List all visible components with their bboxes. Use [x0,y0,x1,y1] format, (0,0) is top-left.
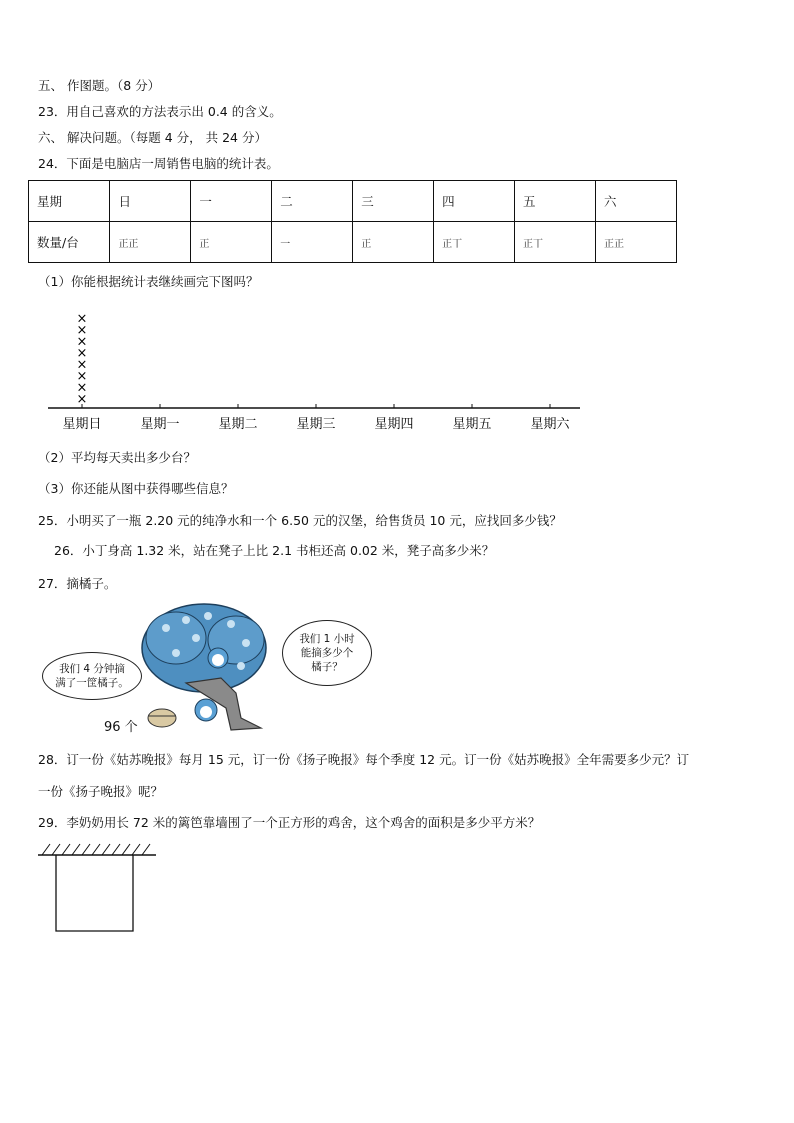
table-cell: 五 [515,181,596,222]
pictograph-chart [40,298,600,438]
speech-line: 满了一筐橘子。 [55,677,129,689]
pictograph-mark: × [76,392,88,407]
pictograph-mark: × [76,380,88,396]
x-tick-label: 星期六 [530,417,570,432]
speech-line: 我们 4 分钟摘 [59,663,125,675]
question-28-line1: 28．订一份《姑苏晚报》每月 15 元，订一份《扬子晚报》每个季度 12 元。订一份《姑苏晚报》全年需要多少元？订 [38,752,690,767]
question-28-line2: 一份《扬子晚报》呢？ [38,784,164,799]
pictograph-mark: × [76,334,88,350]
speech-bubble-right [282,620,372,686]
speech-bubble-left [42,652,142,700]
table-cell: 日 [110,181,191,222]
question-27: 27．摘橘子。 [38,576,117,591]
sub-question-1: （1）你能根据统计表继续画完下图吗？ [38,274,259,289]
table-row [29,222,677,263]
orange-count-label: 96 个 [104,720,138,735]
tally-cell: 正丅 [434,222,515,263]
table-cell: 数量/台 [29,222,110,263]
tally-cell: 正丅 [515,222,596,263]
tally-cell: 正 [191,222,272,263]
question-24: 24．下面是电脑店一周销售电脑的统计表。 [38,156,279,171]
section-solve-heading: 六、 解决问题。（每题 4 分， 共 24 分） [38,130,267,145]
tally-cell: 正正 [110,222,191,263]
question-25: 25．小明买了一瓶 2.20 元的纯净水和一个 6.50 元的汉堡，给售货员 10 元，应找回多少钱？ [38,513,562,528]
x-tick-label: 星期五 [452,417,492,432]
table-cell: 一 [191,181,272,222]
section-draw-heading: 五、 作图题。（8 分） [38,78,161,93]
question-26: 26．小丁身高 1.32 米，站在凳子上比 2.1 书柜还高 0.02 米，凳子高多少米？ [54,543,495,558]
pictograph-mark: × [76,346,88,361]
x-tick-label: 星期一 [140,417,180,432]
x-tick-label: 星期三 [296,417,336,432]
pictograph-mark: × [76,311,88,327]
table-cell: 六 [595,181,676,222]
x-tick-label: 星期四 [374,417,414,432]
x-tick-label: 星期日 [62,417,102,432]
table-cell: 四 [434,181,515,222]
table-cell: 二 [272,181,353,222]
pictograph-mark: × [76,357,88,373]
sales-table [28,180,677,263]
pictograph-mark: × [76,369,88,384]
tally-cell: 正 [353,222,434,263]
tally-cell: 正正 [595,222,676,263]
x-tick-label: 星期二 [218,417,258,432]
sub-question-2: （2）平均每天卖出多少台？ [38,450,196,465]
tally-cell: 一 [272,222,353,263]
speech-line: 能摘多少个 [300,647,354,659]
speech-line: 我们 1 小时 [299,633,355,645]
sub-question-3: （3）你还能从图中获得哪些信息？ [38,481,234,496]
pictograph-mark: × [76,323,88,338]
table-cell: 星期 [29,181,110,222]
question-29: 29．李奶奶用长 72 米的篱笆靠墙围了一个正方形的鸡舍，这个鸡舍的面积是多少平方米？ [38,815,541,830]
chicken-coop-diagram [36,838,166,938]
speech-line: 橘子？ [311,661,343,673]
question-23: 23．用自己喜欢的方法表示出 0.4 的含义。 [38,104,282,119]
table-header-row [29,181,677,222]
table-cell: 三 [353,181,434,222]
